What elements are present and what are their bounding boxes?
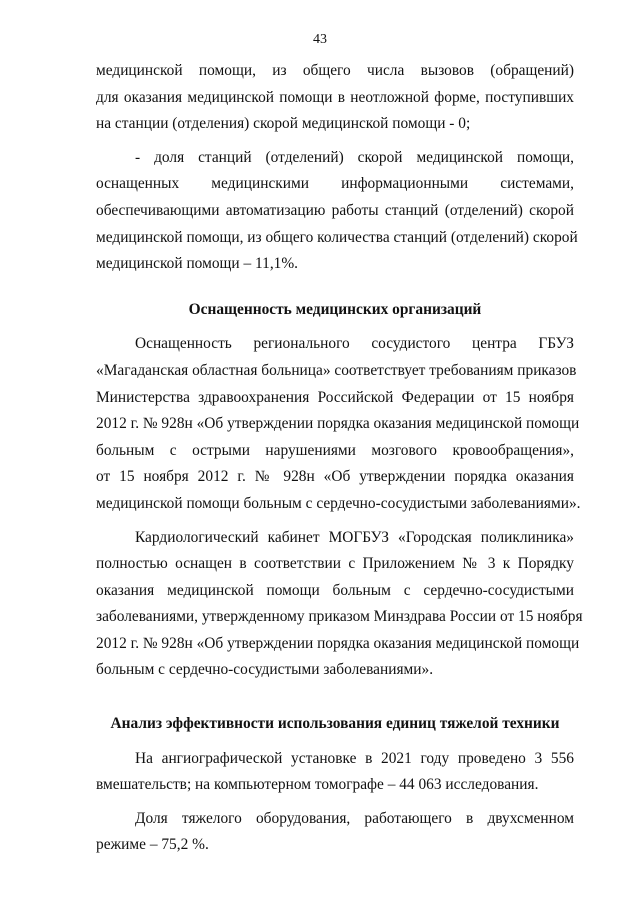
text-line: режиме – 75,2 %. <box>96 836 209 854</box>
text-line: медицинской помощи – 11,1%. <box>96 255 299 273</box>
text-line: для оказания медицинской помощи в неотложной форме, поступивших <box>96 88 574 106</box>
text-line: Доля тяжелого оборудования, работающего в двухсменном <box>135 809 574 827</box>
text-line: 2012 г. № 928н «Об утверждении порядка оказания медицинской помощи <box>96 415 580 433</box>
text-line: оказания медицинской помощи больным с сердечно-сосудистыми <box>96 581 574 599</box>
paragraph-angiography <box>96 746 574 799</box>
text-line: медицинской помощи, из общего количества станций (отделений) скорой <box>96 228 578 246</box>
paragraph-ambulance-info-systems <box>96 145 578 278</box>
paragraph-cardiology-office <box>96 525 583 685</box>
text-line: на станции (отделения) скорой медицинской помощи - 0; <box>96 115 471 133</box>
text-line: медицинской помощи, из общего числа вызовов (обращений) <box>96 62 574 79</box>
text-line: 2012 г. № 928н «Об утверждении порядка оказания медицинской помощи <box>96 634 580 652</box>
text-line: больным с сердечно-сосудистыми заболеваниями». <box>96 661 434 679</box>
paragraph-two-shift <box>96 806 574 859</box>
text-line: заболеваниями, утвержденному приказом Минздрава России от 15 ноября <box>96 608 583 626</box>
text-line: Оснащенность регионального сосудистого центра ГБУЗ <box>135 335 574 353</box>
text-line: больным с острыми нарушениями мозгового кровообращения», <box>96 441 574 459</box>
text-line: оснащенных медицинскими информационными системами, <box>96 175 574 193</box>
text-line: вмешательств; на компьютерном томографе – 44 063 исследования. <box>96 776 539 794</box>
paragraph-vascular-center <box>96 331 581 517</box>
text-line: «Магаданская областная больница» соответствует требованиям приказов <box>96 361 577 379</box>
paragraph-ambulance-calls <box>96 58 574 138</box>
text-line: обеспечивающими автоматизацию работы станций (отделений) скорой <box>96 201 574 219</box>
text-line: полностью оснащен в соответствии с Приложением № 3 к Порядку <box>96 555 574 573</box>
text-line: Министерства здравоохранения Российской Федерации от 15 ноября <box>96 388 574 406</box>
text-line: медицинской помощи больным с сердечно-сосудистыми заболеваниями». <box>96 494 581 512</box>
text-line: Кардиологический кабинет МОГБУЗ «Городская поликлиника» <box>135 528 574 546</box>
page-number: 43 <box>313 32 327 47</box>
text-line: - доля станций (отделений) скорой медицинской помощи, <box>135 148 574 166</box>
text-line: На ангиографической установке в 2021 году проведено 3 556 <box>135 749 574 767</box>
document-body <box>96 58 583 859</box>
section-heading-heavy-equipment: Анализ эффективности использования единиц тяжелой техники <box>110 715 560 733</box>
text-line: от 15 ноября 2012 г. № 928н «Об утверждении порядка оказания <box>96 468 574 486</box>
section-heading-equipment: Оснащенность медицинских организаций <box>188 300 482 318</box>
